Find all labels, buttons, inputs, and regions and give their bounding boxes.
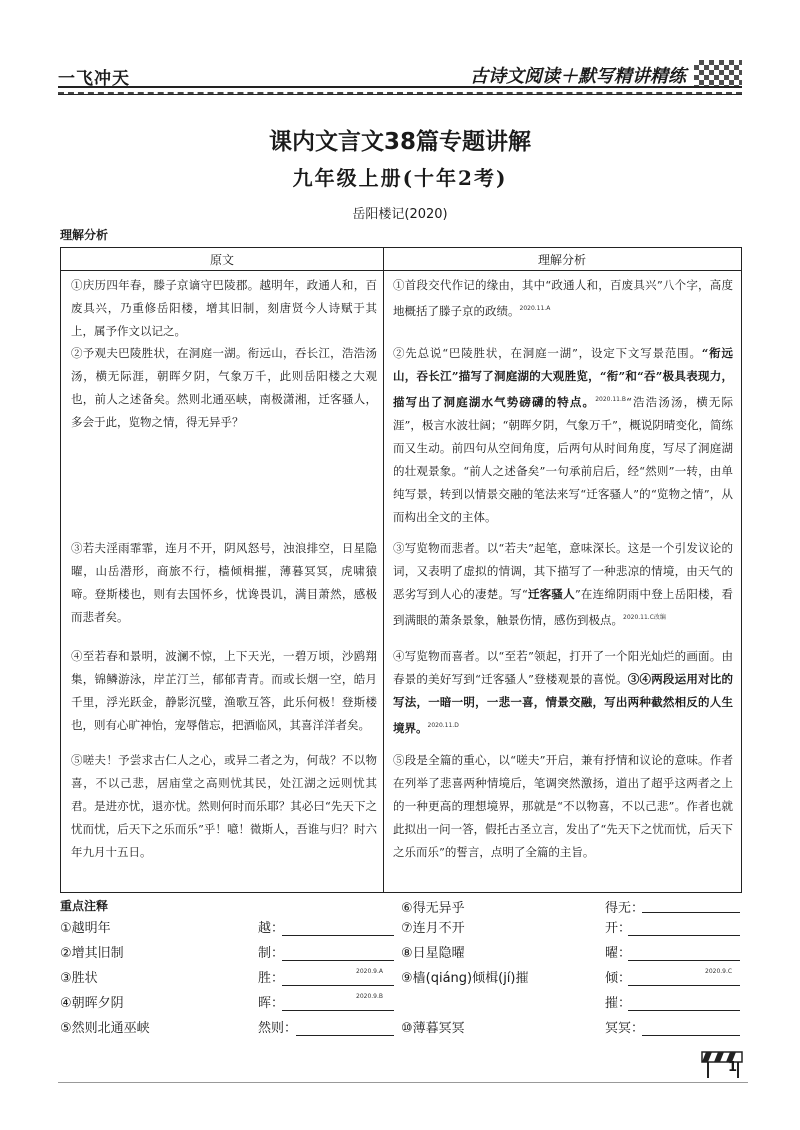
note-label: ⑩薄暮冥冥 xyxy=(401,1021,465,1036)
note-label: ⑥得无异乎 xyxy=(401,901,465,916)
analysis-text: ”在连绵阴雨中登上岳阳楼，看到满眼的萧条景象，触景伤情，感伤到极点。 xyxy=(393,587,733,627)
analysis-paragraph-5: ⑤段是全篇的重心，以“嗟夫”开启，兼有抒情和议论的意味。作者在列举了悲喜两种情境后，笔调突然激扬，道出了超乎这两者之上的一种更高的理想境界，那就是“不以物喜，不以己悲”。作者也就此拟出一问一答，假托古圣立言，发出了“先天下之忧而忧，后天下之乐而乐”的誓言，点明了全篇的主旨。 xyxy=(393,753,733,859)
series-title: 古诗文阅读＋默写精讲精练 xyxy=(470,66,686,87)
column-divider xyxy=(383,248,384,892)
analysis-bold-text: “衔远山，吞长江”描写了洞庭湖的大观胜览，“衔”和“吞”极具表现力，描写出了洞庭湖水气势磅礴的特点。 xyxy=(393,346,733,409)
analysis-text: ③写览物而悲者。以“若夫”起笔，意味深长。这是一个引发议论的词，又表明了虚拟的情调，其下描写了一种悲凉的情境，由天气的恶劣写到人心的凄楚。写“ xyxy=(393,541,733,601)
page-number: 1 xyxy=(728,1060,738,1075)
answer-line[interactable] xyxy=(282,960,394,961)
brand-logo: 一飞冲天 xyxy=(58,69,130,89)
answer-line[interactable] xyxy=(642,1035,740,1036)
answer-line[interactable] xyxy=(628,985,740,986)
analysis-text: ①首段交代作记的缘由，其中“政通人和，百废具兴”八个字，高度地概括了滕子京的政绩。 xyxy=(393,278,733,318)
answer-line[interactable] xyxy=(282,1010,394,1011)
analysis-text: ④写览物而喜者。以“至若”领起，打开了一个阳光灿烂的画面。由春景的美好写到“迁客骚人”登楼观景的喜悦。 xyxy=(393,649,733,686)
analysis-table xyxy=(60,247,742,893)
answer-line[interactable] xyxy=(628,1010,740,1011)
note-key: 得无： xyxy=(605,901,645,916)
note-label: ⑤然则北通巫峡 xyxy=(60,1021,150,1036)
notes-heading: 重点注释 xyxy=(60,899,109,913)
note-key: 开： xyxy=(605,921,632,936)
original-paragraph-1: ①庆历四年春，滕子京谪守巴陵郡。越明年，政通人和，百废具兴，乃重修岳阳楼，增其旧制，刻唐贤今人诗赋于其上，属予作文以记之。 xyxy=(71,278,377,338)
header-divider xyxy=(61,270,741,271)
analysis-paragraph-2 xyxy=(393,342,733,529)
column-header-analysis: 理解分析 xyxy=(537,253,586,267)
answer-line[interactable] xyxy=(296,1035,394,1036)
checkered-flag-decoration xyxy=(694,60,742,88)
note-label: ①越明年 xyxy=(60,921,111,936)
note-label: ③胜状 xyxy=(60,971,98,986)
original-paragraph-4: ④至若春和景明，波澜不惊，上下天光，一碧万顷，沙鸥翔集，锦鳞游泳，岸芷汀兰，郁郁青青。而或长烟一空，皓月千里，浮光跃金，静影沉璧，渔歌互答，此乐何极！登斯楼也，则有心旷神怡，宠辱偕忘，把酒临风，其喜洋洋者矣。 xyxy=(71,649,377,732)
header-dashed-rule xyxy=(58,92,742,94)
text-title: 岳阳楼记(2020) xyxy=(352,207,448,222)
note-label: ②增其旧制 xyxy=(60,946,124,961)
note-key: 然则： xyxy=(258,1021,298,1036)
exam-tag: 2020.11.C改编 xyxy=(623,614,666,621)
note-key: 曜： xyxy=(605,946,632,961)
note-label: ⑧日星隐曜 xyxy=(401,946,465,961)
exam-tag: 2020.9.B xyxy=(356,993,384,1000)
analysis-text: ②先总说“巴陵胜状，在洞庭一湖”，设定下文写景范围。 xyxy=(393,346,702,360)
exam-tag: 2020.11.A xyxy=(519,305,551,312)
page-title: 课内文言文38篇专题讲解 xyxy=(268,129,531,155)
analysis-bold-text: 迁客骚人 xyxy=(527,587,575,601)
note-key: 冥冥： xyxy=(605,1021,645,1036)
note-key: 胜： xyxy=(258,971,285,986)
column-header-original: 原文 xyxy=(209,253,234,267)
answer-line[interactable] xyxy=(282,985,394,986)
analysis-text: “浩浩汤汤，横无际涯”，极言水波壮阔；“朝晖夕阴，气象万千”，概说阴晴变化，简练而又生动。前四句从空间角度，后两句从时间角度，写尽了洞庭湖的壮观景象。“前人之述备矣”一句承前启后，经“然则”一转，由单纯写景，转到以情景交融的笔法来写“迁客骚人”的“览物之情”，从而构出全文的主体。 xyxy=(393,394,733,524)
barrier-flag-icon xyxy=(700,1044,746,1080)
note-key: 摧： xyxy=(605,996,632,1011)
original-paragraph-3: ③若夫淫雨霏霏，连月不开，阴风怒号，浊浪排空，日星隐曜，山岳潜形，商旅不行，樯倾楫摧，薄暮冥冥，虎啸猿啼。登斯楼也，则有去国怀乡，忧谗畏讥，满目萧然，感极而悲者矣。 xyxy=(71,541,377,624)
exam-tag: 2020.9.A xyxy=(356,968,384,975)
answer-line[interactable] xyxy=(282,935,394,936)
exam-tag: 2020.9.C xyxy=(705,968,733,975)
analysis-heading: 理解分析 xyxy=(60,228,109,242)
note-key: 晖： xyxy=(258,996,285,1011)
analysis-paragraph-1 xyxy=(393,274,733,323)
footer-rule xyxy=(58,1082,748,1083)
note-label: ⑦连月不开 xyxy=(401,921,465,936)
answer-line[interactable] xyxy=(642,912,740,913)
analysis-paragraph-3 xyxy=(393,537,733,632)
page-subtitle: 九年级上册(十年2考) xyxy=(292,166,508,190)
original-paragraph-2: ②予观夫巴陵胜状，在洞庭一湖。衔远山，吞长江，浩浩汤汤，横无际涯，朝晖夕阴，气象万千，此则岳阳楼之大观也，前人之述备矣。然则北通巫峡，南极潇湘，迁客骚人，多会于此，览物之情，得无异乎？ xyxy=(71,346,377,429)
note-key: 倾： xyxy=(605,971,632,986)
analysis-bold-text: ③④两段运用对比的写法，一暗一明，一悲一喜，情景交融，写出两种截然相反的人生境界。 xyxy=(393,672,734,735)
analysis-paragraph-4 xyxy=(393,645,733,740)
original-paragraph-5: ⑤嗟夫！予尝求古仁人之心，或异二者之为，何哉？不以物喜，不以己悲，居庙堂之高则忧其民，处江湖之远则忧其君。是进亦忧，退亦忧。然则何时而乐耶？其必曰“先天下之忧而忧，后天下之乐而乐”乎！噫！微斯人，吾谁与归？时六年九月十五日。 xyxy=(71,753,377,859)
note-key: 制： xyxy=(258,946,285,961)
answer-line[interactable] xyxy=(628,935,740,936)
note-key: 越： xyxy=(258,921,285,936)
note-label: ④朝晖夕阴 xyxy=(60,996,124,1011)
exam-tag: 2020.11.B xyxy=(595,396,627,403)
answer-line[interactable] xyxy=(628,960,740,961)
exam-tag: 2020.11.D xyxy=(427,722,459,729)
note-label: ⑨樯(qiáng)倾楫(jí)摧 xyxy=(401,971,529,986)
